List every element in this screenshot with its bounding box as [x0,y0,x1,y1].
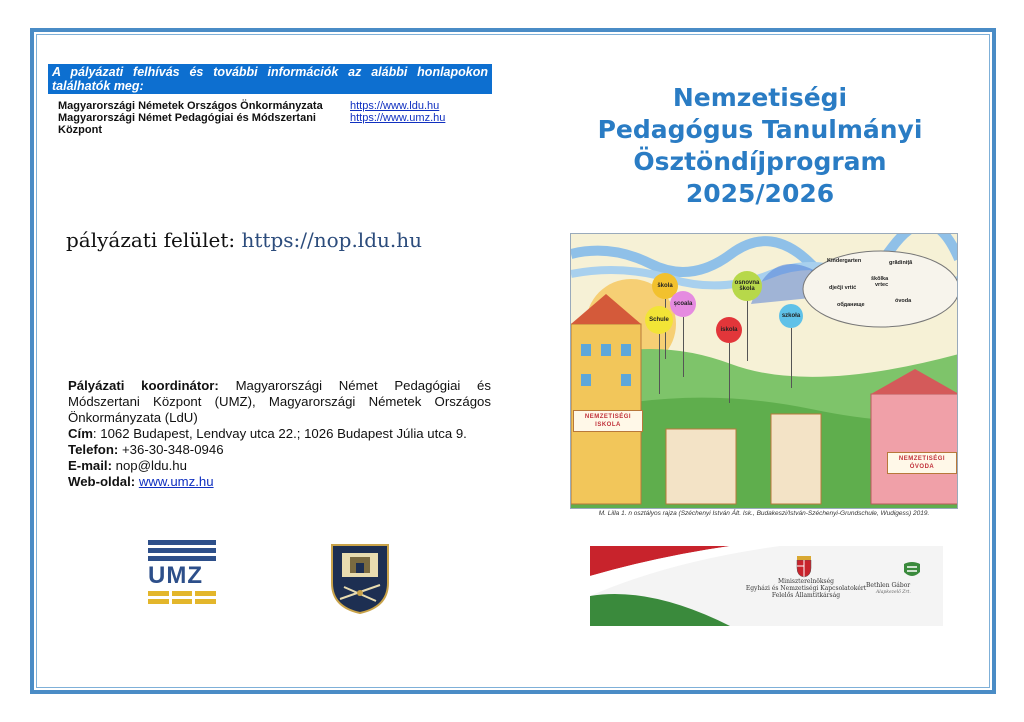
cloud-word: обданище [837,302,865,308]
ministry-line: Miniszterelnökség [778,578,834,585]
bethlen-subtext: Alapkezelő Zrt. [876,590,911,595]
email-value[interactable]: nop@ldu.hu [115,458,187,473]
cloud-word: óvoda [895,298,912,304]
umz-bar [148,540,216,545]
cloud-word: škôlka [871,276,889,282]
platform-label: pályázati felület: [66,228,236,252]
platform-line [66,228,422,252]
cloud-word: Kindergarten [827,258,862,264]
contact-block [68,378,491,490]
website [68,474,491,490]
web-link[interactable]: www.umz.hu [138,474,214,489]
umz-logo-text: UMZ [148,562,203,589]
drawing-sign: NEMZETISÉGI ÓVODA [887,452,957,474]
cloud-word: grădiniță [889,260,913,266]
drawing-sign: NEMZETISÉGI ISKOLA [573,410,643,432]
title-line: 2025/2026 [685,179,835,208]
balloon-string [683,317,684,377]
balloon: osnovna škola [732,271,762,301]
link-org: Magyarországi Németek Országos Önkormányzata [58,100,323,112]
balloon: școala [670,291,696,317]
link-row-ldu [58,100,498,112]
umz-logo [148,540,216,607]
info-heading: A pályázati felhívás és további információk az alábbi honlapokon találhatók meg: [48,64,492,94]
coordinator-label: Pályázati koordinátor: [68,378,219,393]
address [68,426,491,442]
phone [68,442,491,458]
balloon: iskola [716,317,742,343]
link-row-umz [58,112,498,136]
bethlen-gabor-logo-icon [902,560,922,580]
balloon-string [747,301,748,361]
balloon-string [791,328,792,388]
address-label: Cím [68,426,93,441]
balloon-string [659,334,660,394]
link-url-ldu[interactable]: https://www.ldu.hu [350,100,440,112]
coat-of-arms-icon [330,543,390,615]
title-line: Ösztöndíjprogram [633,147,887,176]
balloon-string [729,343,730,403]
coordinator [68,378,491,426]
platform-url[interactable]: https://nop.ldu.hu [241,228,423,252]
email [68,458,491,474]
hungarian-coat-of-arms-icon [796,556,812,578]
bethlen-text: Bethlen Gábor [866,582,911,589]
sponsor-banner [590,546,943,626]
umz-bar-yellow [148,591,216,596]
drawing-caption: M. Lilla 1. n osztályos rajza (Széchenyi István Ált. Isk., Budakeszi/István-Széchenyi-Grundschule, Wudigess) 2019. [598,510,930,517]
umz-bar [148,556,216,561]
link-url-umz[interactable]: https://www.umz.hu [350,112,446,124]
address-value: : 1062 Budapest, Lendvay utca 22.; 1026 Budapest Júlia utca 9. [92,426,467,441]
balloon: szkoła [779,304,803,328]
child-drawing [570,233,958,509]
links-list [58,100,498,136]
phone-label: Telefon: [68,442,119,457]
program-title [560,82,960,210]
link-org: Magyarországi Német Pedagógiai és Módszertani Központ [58,112,316,136]
cloud-word: dječji vrtić [829,285,857,291]
umz-bar-yellow [148,599,216,604]
ministry-line: Egyházi és Nemzetiségi Kapcsolatokért [745,585,867,592]
title-line: Nemzetiségi [672,83,848,112]
umz-bar [148,548,216,553]
coordinator-value: Magyarországi Német Pedagógiai és Módszertani Központ (UMZ), Magyarországi Németek Országos Önkormányzata (LdU) [68,378,491,425]
email-label: E-mail: [68,458,112,473]
balloon: škola [652,273,678,299]
cloud-word: vrtec [875,282,889,288]
web-label: Web-oldal: [68,474,136,489]
title-line: Pedagógus Tanulmányi [597,115,923,144]
ministry-text [724,578,888,599]
ministry-line: Felelős Államtitkárság [771,592,841,599]
phone-value: +36-30-348-0946 [121,442,224,457]
balloon: Schule [645,306,673,334]
